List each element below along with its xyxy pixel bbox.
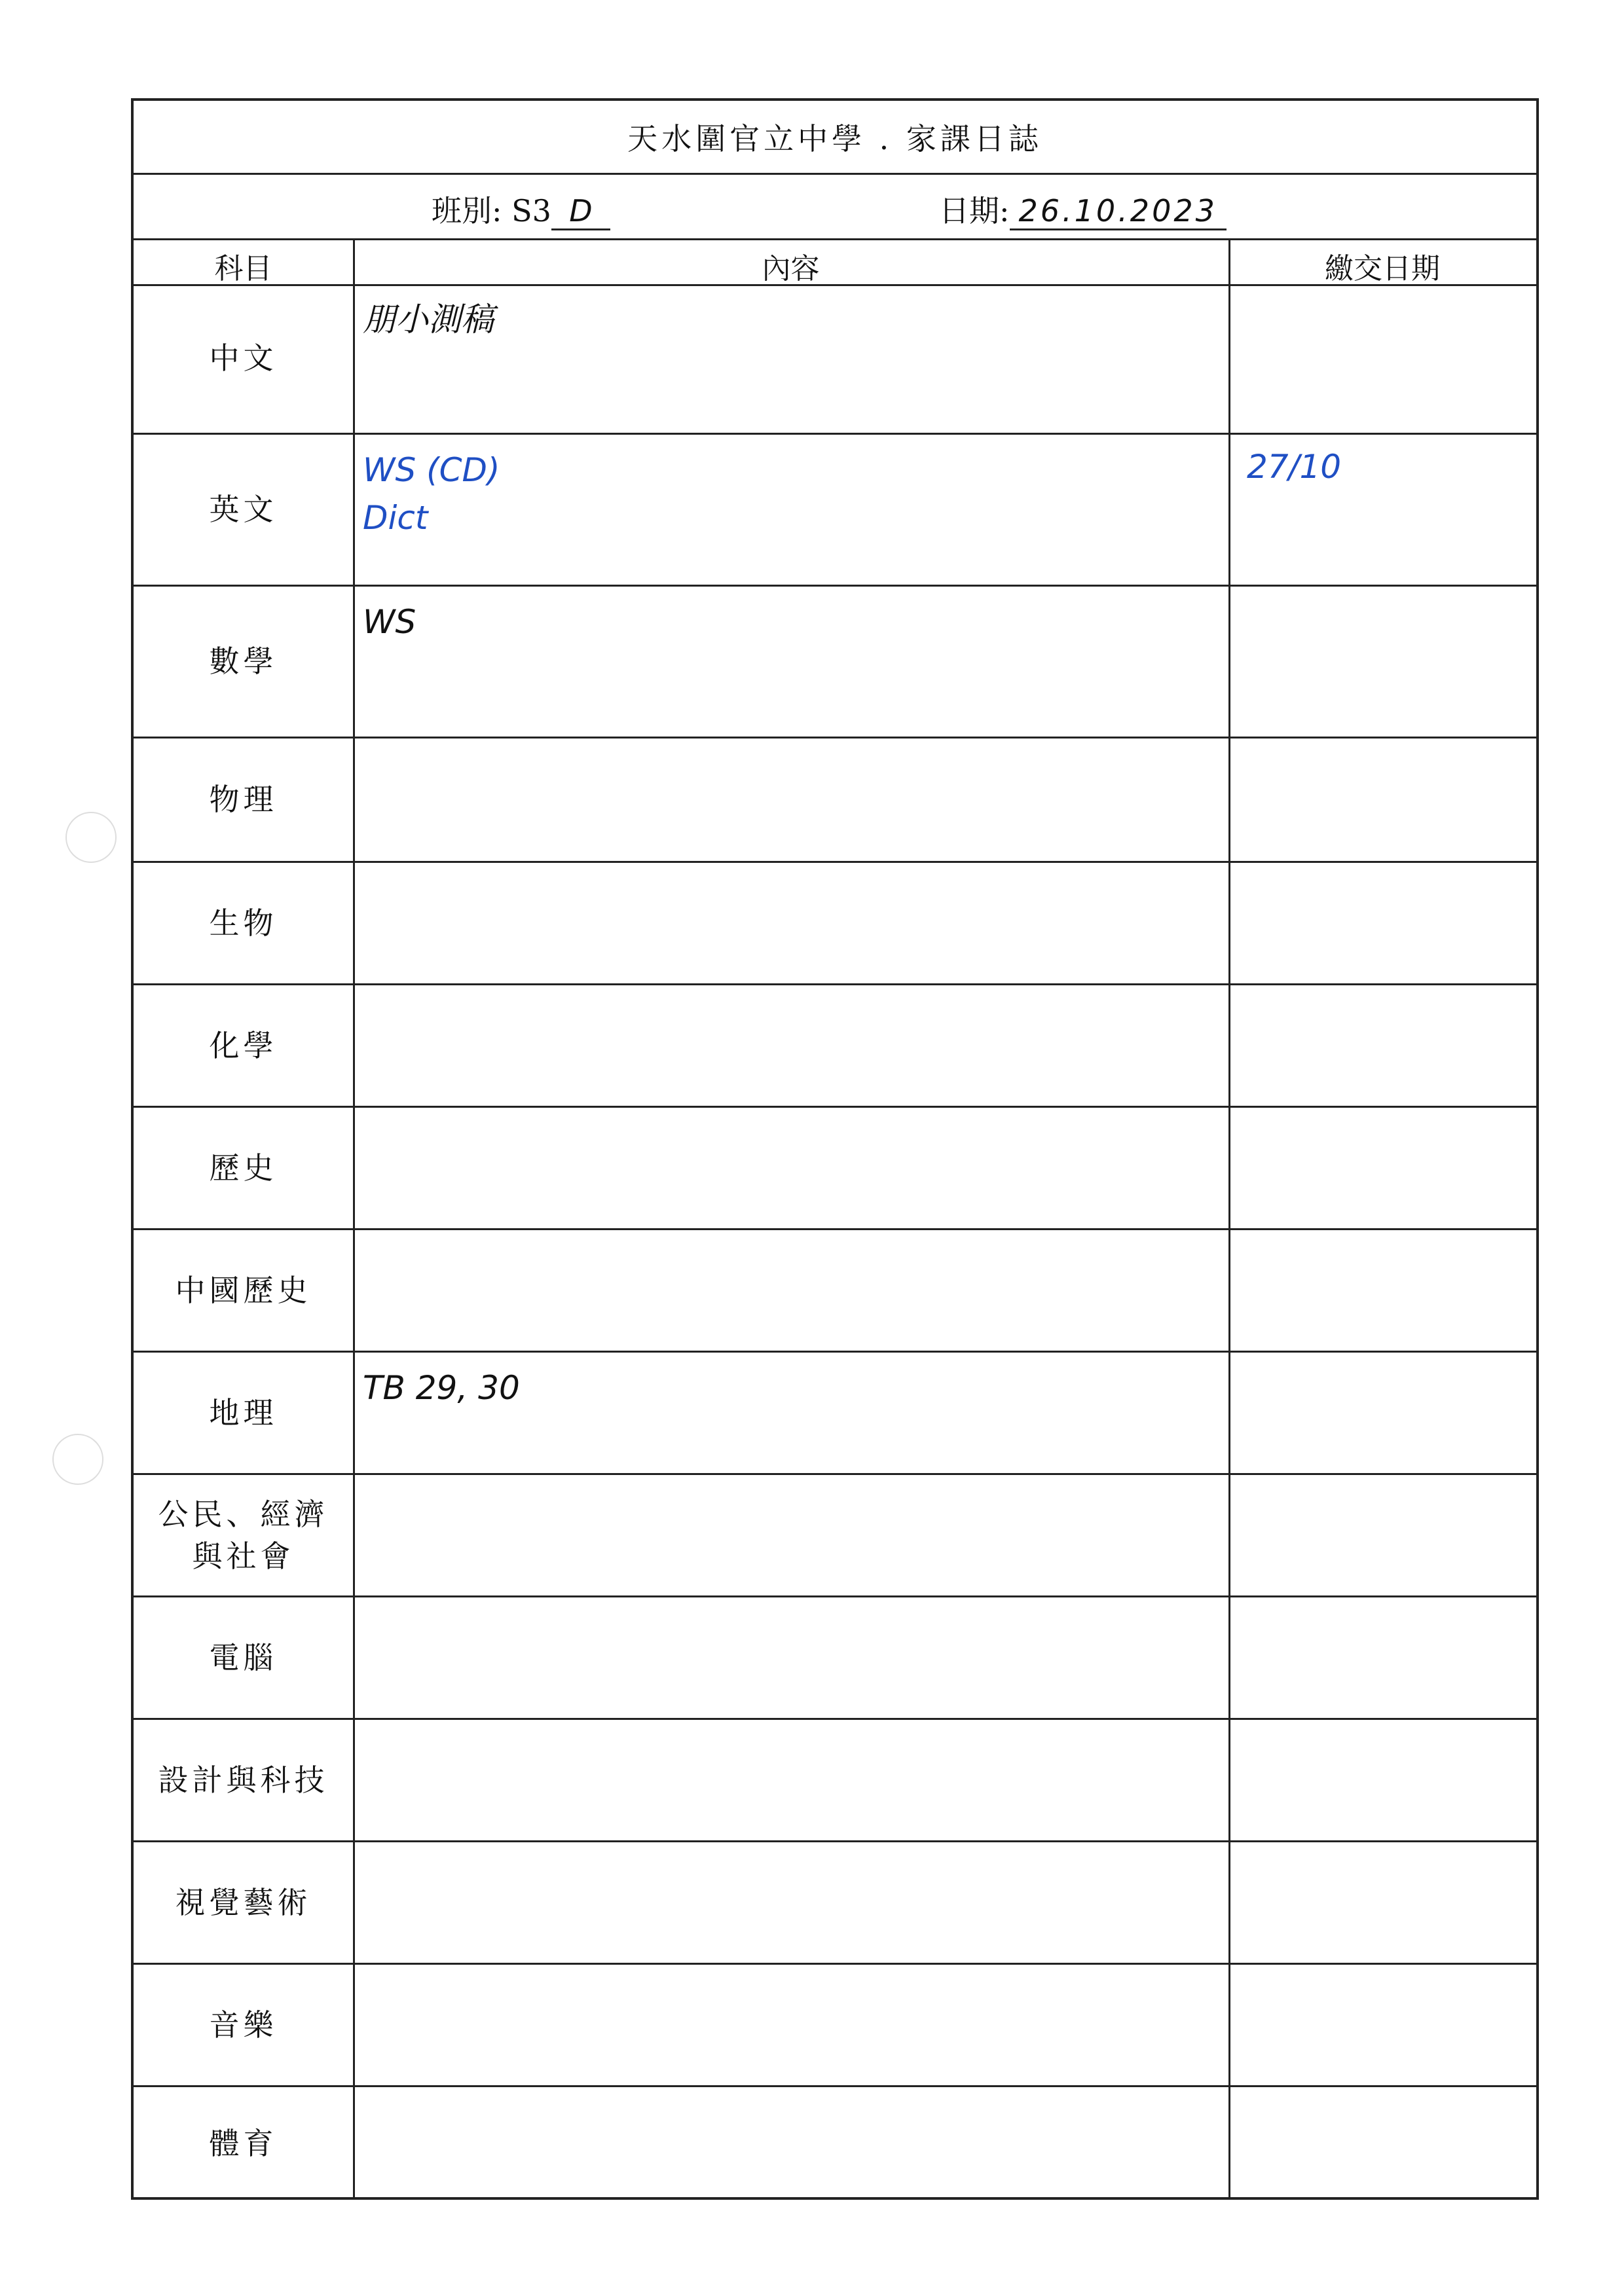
homework-diary-sheet <box>131 98 1539 2200</box>
header-due: 繳交日期 <box>1325 252 1440 285</box>
subject-cell: 音樂 <box>209 2007 278 2043</box>
class-field <box>432 187 610 230</box>
subject-cell: 物理 <box>209 782 278 818</box>
table-row <box>134 985 1536 1108</box>
subject-cell: 體育 <box>209 2125 278 2161</box>
table-row <box>134 1108 1536 1230</box>
header-content: 內容 <box>762 252 820 285</box>
subject-cell: 化學 <box>209 1027 278 1063</box>
content-cell: TB 29, 30 <box>363 1369 520 1407</box>
subject-cell: 設計與科技 <box>158 1762 329 1798</box>
table-row <box>134 738 1536 863</box>
date-field <box>939 187 1227 230</box>
content-cell: WS (CD) Dict <box>363 451 500 537</box>
subject-cell: 地理 <box>209 1394 278 1430</box>
date-label: 日期: <box>939 193 1010 228</box>
subject-cell: 視覺藝術 <box>175 1884 312 1920</box>
subject-cell: 公民、經濟 與社會 <box>158 1496 329 1574</box>
table-row <box>134 1842 1536 1965</box>
subject-cell: 生物 <box>209 905 278 941</box>
table-row <box>134 1353 1536 1475</box>
punch-hole-bottom <box>52 1434 103 1485</box>
subject-cell: 數學 <box>209 644 278 680</box>
table-row <box>134 2087 1536 2200</box>
punch-hole-top <box>65 812 117 863</box>
subject-cell: 中國歷史 <box>175 1272 312 1308</box>
class-value: D <box>551 193 610 230</box>
table-header <box>134 238 1536 286</box>
subject-cell: 中文 <box>209 340 278 376</box>
table-row <box>134 1230 1536 1353</box>
table-row <box>134 1965 1536 2087</box>
date-value: 26.10.2023 <box>1010 193 1227 230</box>
table-row <box>134 863 1536 985</box>
info-row <box>134 173 1536 240</box>
table-row <box>134 435 1536 587</box>
table-row <box>134 1597 1536 1720</box>
table-row <box>134 1475 1536 1597</box>
diary-title: 天水圍官立中學 . 家課日誌 <box>134 101 1536 175</box>
table-row <box>134 284 1536 435</box>
subject-cell: 電腦 <box>209 1639 278 1675</box>
table-row <box>134 1720 1536 1842</box>
class-label: 班別: <box>432 193 502 228</box>
subject-cell: 英文 <box>209 492 278 528</box>
content-cell: 朋小測稿 <box>363 301 494 338</box>
class-prefix: S3 <box>511 193 551 228</box>
subject-cell: 歷史 <box>209 1150 278 1186</box>
table-row <box>134 587 1536 738</box>
content-cell: WS <box>363 603 416 641</box>
subject-rows <box>134 284 1536 2197</box>
due-cell: 27/10 <box>1247 448 1342 486</box>
header-subject: 科目 <box>214 252 272 285</box>
